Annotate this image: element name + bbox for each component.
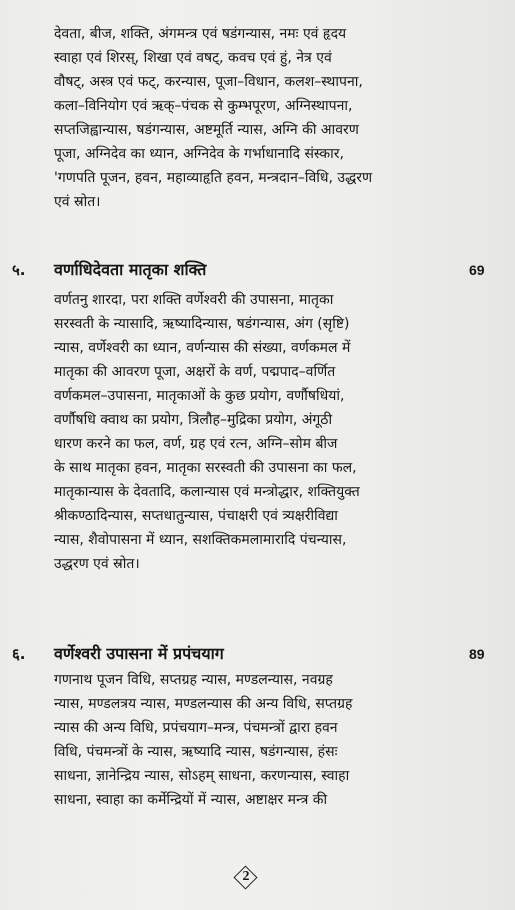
text-line: न्यास की अन्य विधि, प्रपंचयाग–मन्त्र, पंचमन्त्रों द्वारा हवन — [54, 720, 338, 736]
section-title: वर्णाधिदेवता मातृका शक्ति — [54, 260, 207, 279]
text-line: गणनाथ पूजन विधि, सप्तग्रह न्यास, मण्डलन्यास, नवग्रह — [54, 672, 333, 688]
text-line: स्वाहा एवं शिरस्, शिखा एवं वषट्, कवच एवं हुं, नेत्र एवं — [54, 50, 332, 66]
text-line: न्यास, वर्णेश्वरी का ध्यान, वर्णन्यास की संख्या, वर्णकमल में — [54, 340, 351, 356]
text-line: वर्णौषधि क्वाथ का प्रयोग, त्रिलौह–मुद्रिका प्रयोग, अंगूठी — [54, 412, 333, 428]
section-number: ५. — [12, 261, 26, 279]
section-heading-6 — [0, 642, 515, 668]
text-line: 'गणपति पूजन, हवन, महाव्याहृति हवन, मन्त्रदान–विधि, उद्धरण — [54, 170, 373, 186]
text-line: वर्णतनु शारदा, परा शक्ति वर्णेश्वरी की उपासना, मातृका — [54, 292, 334, 308]
text-line: मातृका की आवरण पूजा, अक्षरों के वर्ण, पद्मपाद–वर्णित — [54, 364, 336, 380]
section-page-number: 89 — [469, 646, 485, 662]
intro-text-block — [54, 22, 446, 214]
text-line: धारण करने का फल, वर्ण, ग्रह एवं रत्न, अग्नि–सोम बीज — [54, 436, 338, 452]
text-line: उद्धरण एवं स्रोत। — [54, 556, 140, 572]
text-line: विधि, पंचमन्त्रों के न्यास, ऋष्यादि न्यास, षडंगन्यास, हंसः — [54, 744, 338, 760]
text-line: न्यास, मण्डलत्रय न्यास, मण्डलन्यास की अन्य विधि, सप्तग्रह — [54, 696, 353, 712]
text-line: सरस्वती के न्यासादि, ऋष्यादिन्यास, षडंगन्यास, अंग (सृष्टि) — [54, 316, 350, 332]
text-line: पूजा, अग्निदेव का ध्यान, अग्निदेव के गर्भाधानादि संस्कार, — [54, 146, 344, 162]
text-line: वर्णकमल–उपासना, मातृकाओं के कुछ प्रयोग, वर्णौषधियां, — [54, 388, 345, 404]
text-line: श्रीकण्ठादिन्यास, सप्तधातुन्यास, पंचाक्षरी एवं त्र्यक्षरीविद्या — [54, 508, 338, 524]
text-line: साधना, स्वाहा का कर्मेन्द्रियों में न्यास, अष्टाक्षर मन्त्र की — [54, 792, 328, 808]
section-body-6 — [54, 668, 446, 812]
text-line: देवता, बीज, शक्ति, अंगमन्त्र एवं षडंगन्यास, नमः एवं हृदय — [54, 26, 347, 42]
section-heading-5 — [0, 258, 515, 284]
page-number: 2 — [242, 869, 250, 884]
text-line: सप्तजिह्वान्यास, षडंगन्यास, अष्टमूर्ति न्यास, अग्नि की आवरण — [54, 122, 359, 138]
page-footer — [233, 865, 259, 891]
section-body-5 — [54, 288, 446, 576]
text-line: एवं स्रोत। — [54, 194, 101, 210]
section-page-number: 69 — [469, 262, 485, 278]
text-line: न्यास, शैवोपासना में ध्यान, सशक्तिकमलामारादि पंचन्यास, — [54, 532, 347, 548]
text-line: वौषट्, अस्त्र एवं फट्, करन्यास, पूजा–विधान, कलश–स्थापना, — [54, 74, 363, 90]
text-line: के साथ मातृका हवन, मातृका सरस्वती की उपासना का फल, — [54, 460, 357, 476]
text-line: कला–विनियोग एवं ऋक्–पंचक से कुम्भपूरण, अग्निस्थापना, — [54, 98, 353, 114]
text-line: साधना, ज्ञानेन्द्रिय न्यास, सोऽहम् साधना, करणन्यास, स्वाहा — [54, 768, 350, 784]
section-title: वर्णेश्वरी उपासना में प्रपंचयाग — [54, 644, 224, 663]
text-line: मातृकान्यास के देवतादि, कलान्यास एवं मन्त्रोद्धार, शक्तियुक्त — [54, 484, 360, 500]
section-number: ६. — [12, 645, 26, 663]
